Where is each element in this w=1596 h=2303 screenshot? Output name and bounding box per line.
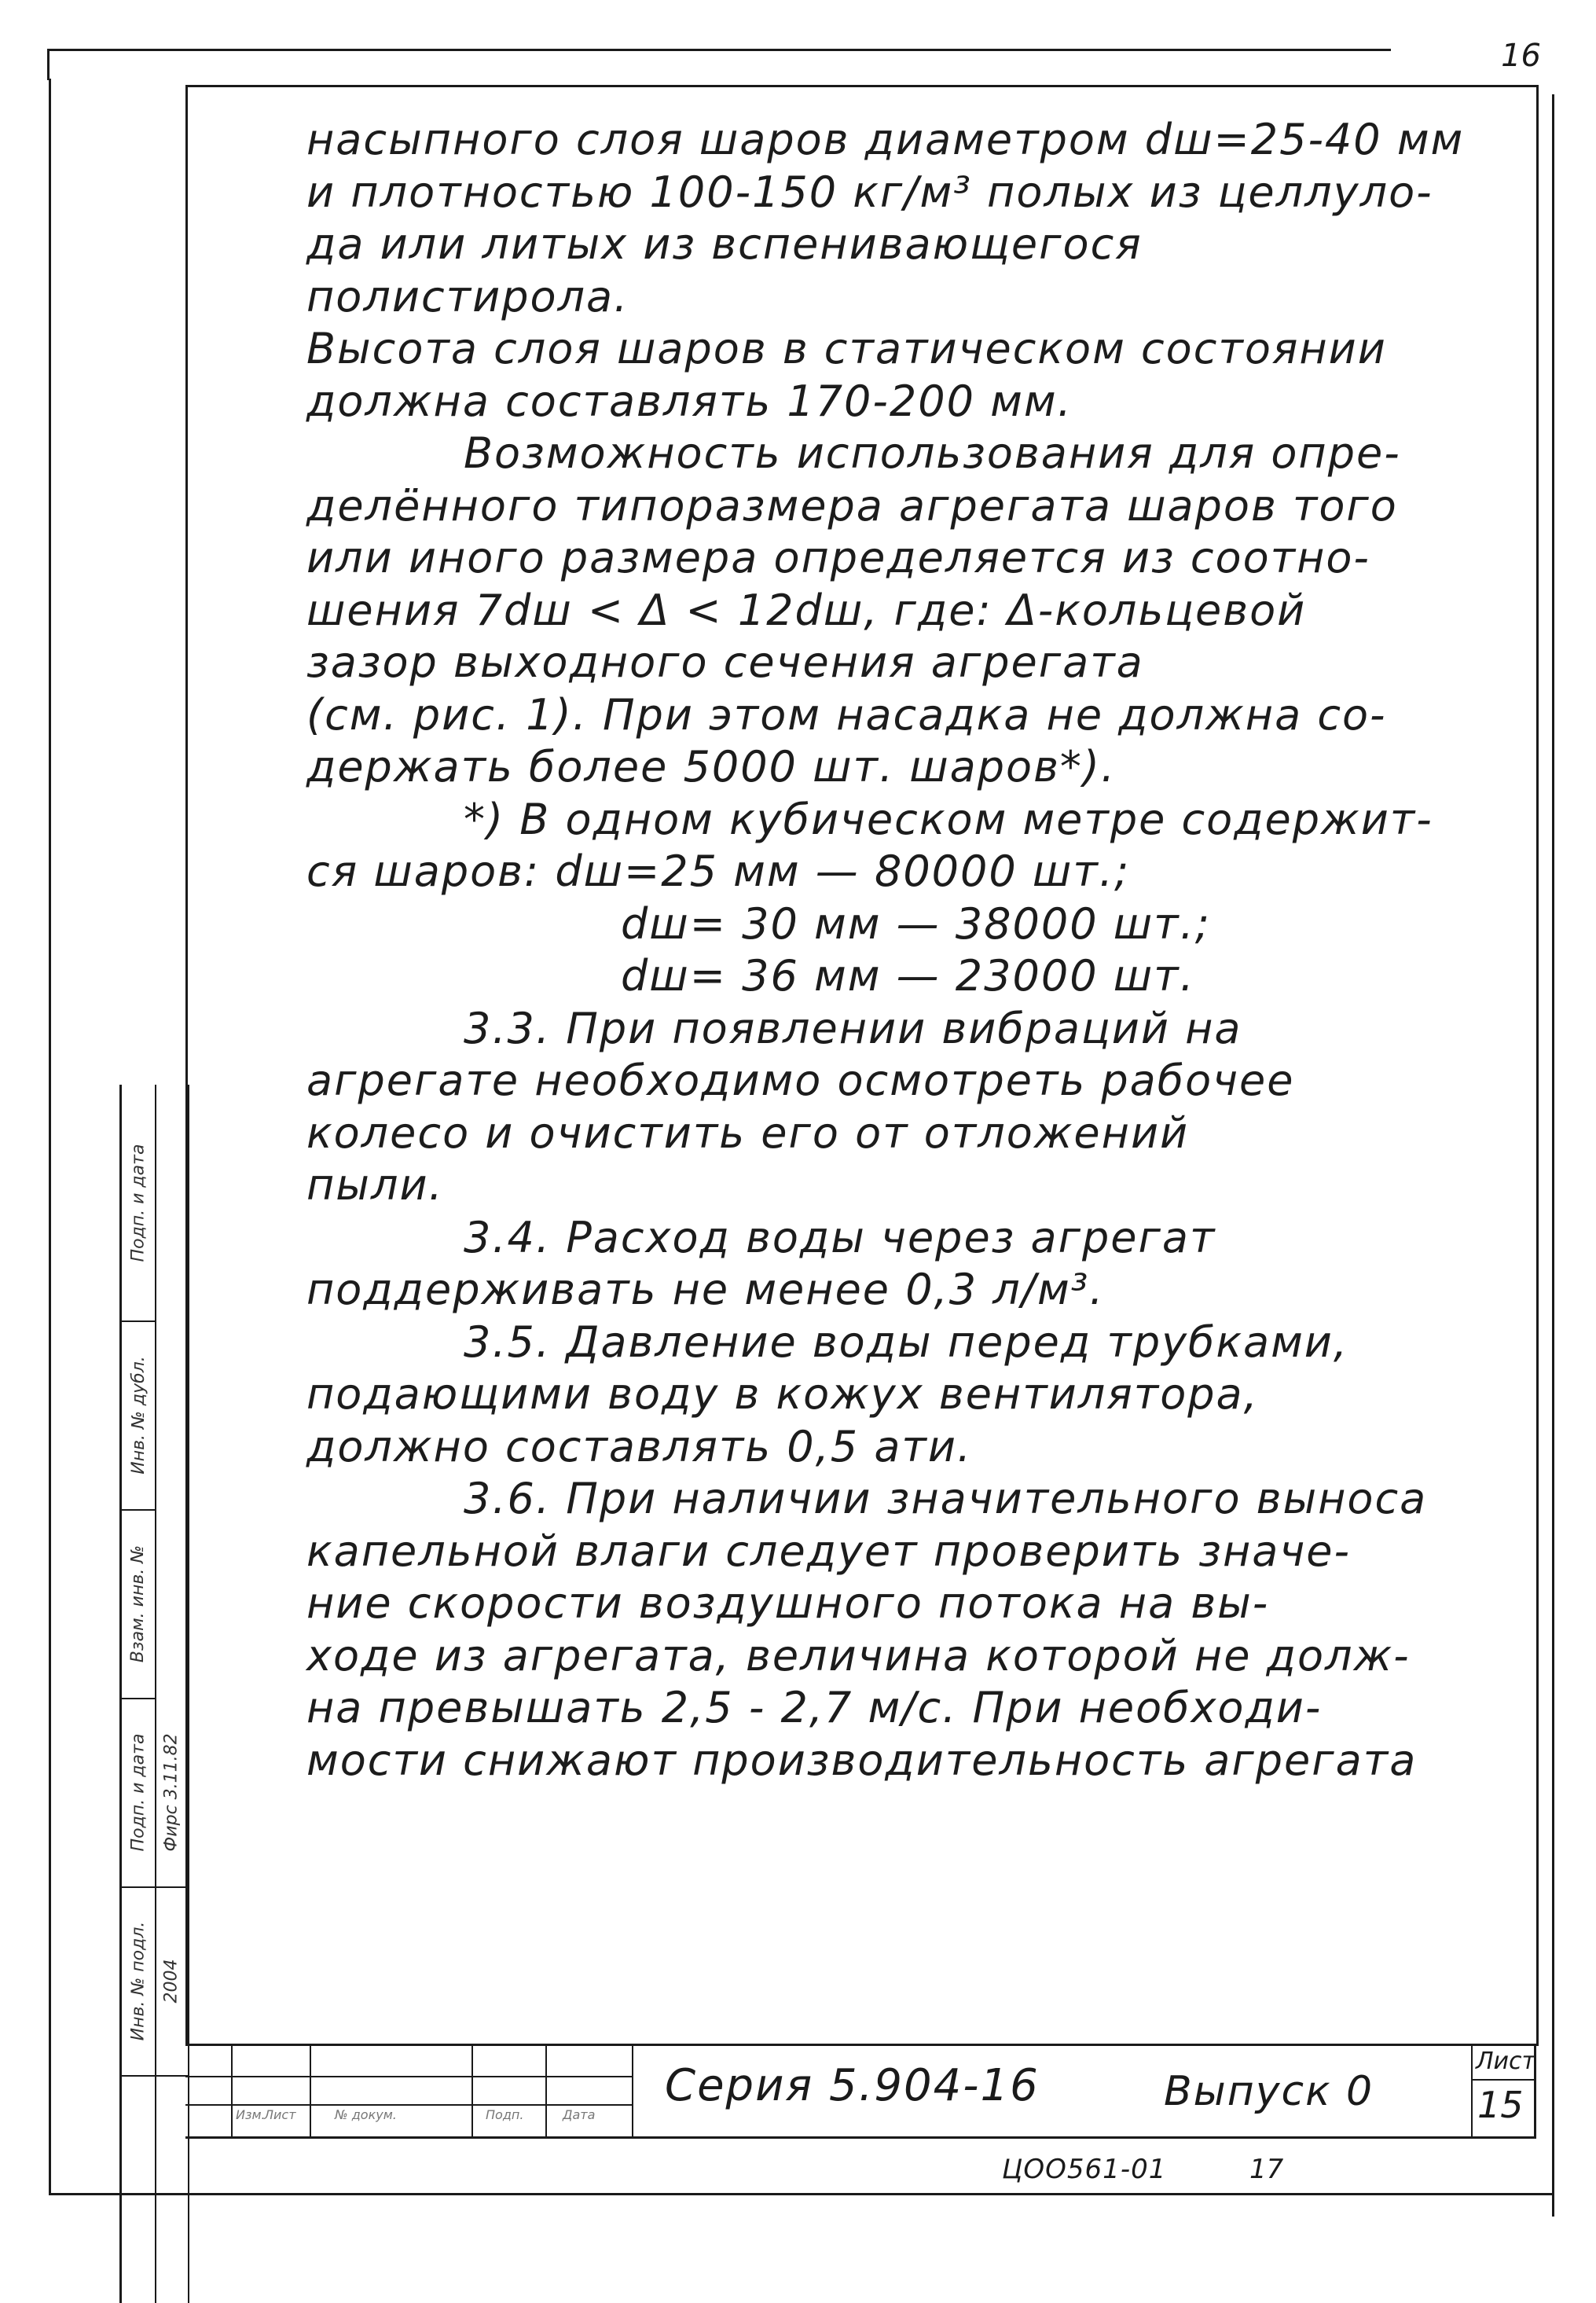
document-code: ЦОО561-01 <box>1002 2154 1167 2185</box>
stamp-cell <box>122 1698 155 1888</box>
sheet-number: 15 <box>1477 2084 1524 2126</box>
stamp-cell <box>122 1085 155 1322</box>
series-designation: Серия 5.904-16 <box>665 2060 1040 2111</box>
footnote-line: dш= 36 мм — 23000 шт. <box>621 951 1195 1001</box>
title-block <box>185 2044 1536 2139</box>
grid-line <box>185 2104 633 2106</box>
grid-line <box>471 2046 473 2136</box>
title-block-grid <box>185 2046 633 2136</box>
stamp-cell <box>122 1886 155 2077</box>
title-block-label: Лист <box>264 2107 296 2122</box>
grid-line <box>310 2046 311 2136</box>
stamp-field-label: Инв. № дубл. <box>128 1355 149 1475</box>
stamp-field-value: 2004 <box>161 1959 182 2003</box>
text-line: да или литых из вспенивающегося <box>306 219 1143 269</box>
stamp-field-label: Взам. инв. № <box>128 1545 149 1662</box>
text-line: держать более 5000 шт. шаров*). <box>306 742 1117 792</box>
text-line: должна составлять 170-200 мм. <box>306 376 1073 426</box>
document-body <box>306 114 1501 1787</box>
text-line: (см. рис. 1). При этом насадка не должна со- <box>306 689 1387 740</box>
footnote-line: dш= 30 мм — 38000 шт.; <box>621 898 1211 949</box>
sheet-number-box <box>1471 2046 1534 2136</box>
text-line: на превышать 2,5 - 2,7 м/с. При необходи- <box>306 1683 1323 1732</box>
text-line: или иного размера определяется из соотно- <box>306 533 1370 582</box>
text-line: и плотностью 100-150 кг/м³ полых из целлуло- <box>306 167 1433 217</box>
paragraph-start: Возможность использования для опре- <box>464 428 1401 478</box>
stamp-cell <box>122 1320 155 1511</box>
top-border-line <box>47 49 1391 51</box>
top-left-corner-line <box>47 49 50 80</box>
text-line: капельной влаги следует проверить значе- <box>306 1526 1352 1576</box>
grid-line <box>185 2076 633 2077</box>
text-line: насыпного слоя шаров диаметром dш=25-40 мм <box>306 115 1465 164</box>
text-line: Высота слоя шаров в статическом состоянии <box>306 324 1387 373</box>
stamp-field-value: Фирс 3.11.82 <box>161 1732 182 1852</box>
stamp-values-column <box>155 1085 189 2303</box>
stamp-field-label: Инв. № подл. <box>128 1921 149 2040</box>
text-line: колесо и очистить его от отложений <box>306 1107 1190 1158</box>
stamp-field-label: Подп. и дата <box>128 1733 149 1851</box>
grid-line <box>545 2046 547 2136</box>
section-3-3-heading: 3.3. При появлении вибраций на <box>464 1003 1242 1053</box>
grid-line <box>632 2046 633 2136</box>
footnote-line: ся шаров: dш=25 мм — 80000 шт.; <box>306 847 1131 896</box>
title-block-label: Подп. <box>486 2107 524 2122</box>
section-3-6-heading: 3.6. При наличии значительного выноса <box>464 1474 1428 1523</box>
sheet-label: Лист <box>1476 2048 1536 2075</box>
stamp-cell <box>155 1698 188 1888</box>
grid-line <box>231 2046 233 2136</box>
right-margin-line <box>1552 94 1554 2217</box>
formula-line: шения 7dш < Δ < 12dш, где: Δ-кольцевой <box>306 585 1307 635</box>
text-line: пыли. <box>306 1160 444 1210</box>
bottom-border-line <box>49 2193 1554 2195</box>
footer-page-number: 17 <box>1249 2154 1284 2185</box>
title-block-label: Изм. <box>236 2107 266 2122</box>
text-line: делённого типоразмера агрегата шаров того <box>306 480 1398 531</box>
left-margin-line <box>49 79 51 2193</box>
text-line: подающими воду в кожух вентилятора, <box>306 1369 1259 1419</box>
title-block-label: № докум. <box>335 2107 397 2122</box>
text-line: ние скорости воздушного потока на вы- <box>306 1578 1270 1628</box>
text-line: полистирола. <box>306 271 629 321</box>
stamp-field-label: Подп. и дата <box>128 1144 149 1262</box>
text-line: зазор выходного сечения агрегата <box>306 637 1144 687</box>
page-number: 16 <box>1501 38 1541 74</box>
text-line: ходе из агрегата, величина которой не долж- <box>306 1630 1411 1680</box>
stamp-sidebar <box>119 1085 188 2303</box>
sheet-label-divider <box>1473 2079 1534 2081</box>
text-line: агрегате необходимо осмотреть рабочее <box>306 1056 1295 1105</box>
stamp-cell <box>122 1509 155 1699</box>
section-3-4-heading: 3.4. Расход воды через агрегат <box>464 1212 1216 1262</box>
title-block-label: Дата <box>563 2107 596 2122</box>
text-line: мости снижают производительность агрегата <box>306 1735 1418 1785</box>
text-line: поддерживать не менее 0,3 л/м³. <box>306 1265 1105 1314</box>
stamp-labels-column <box>122 1085 156 2303</box>
footnote-start: *) В одном кубическом метре содержит- <box>464 794 1433 844</box>
issue-designation: Выпуск 0 <box>1164 2068 1374 2115</box>
section-3-5-heading: 3.5. Давление воды перед трубками, <box>464 1317 1349 1367</box>
stamp-cell <box>155 1886 188 2077</box>
text-line: должно составлять 0,5 ати. <box>306 1421 973 1471</box>
